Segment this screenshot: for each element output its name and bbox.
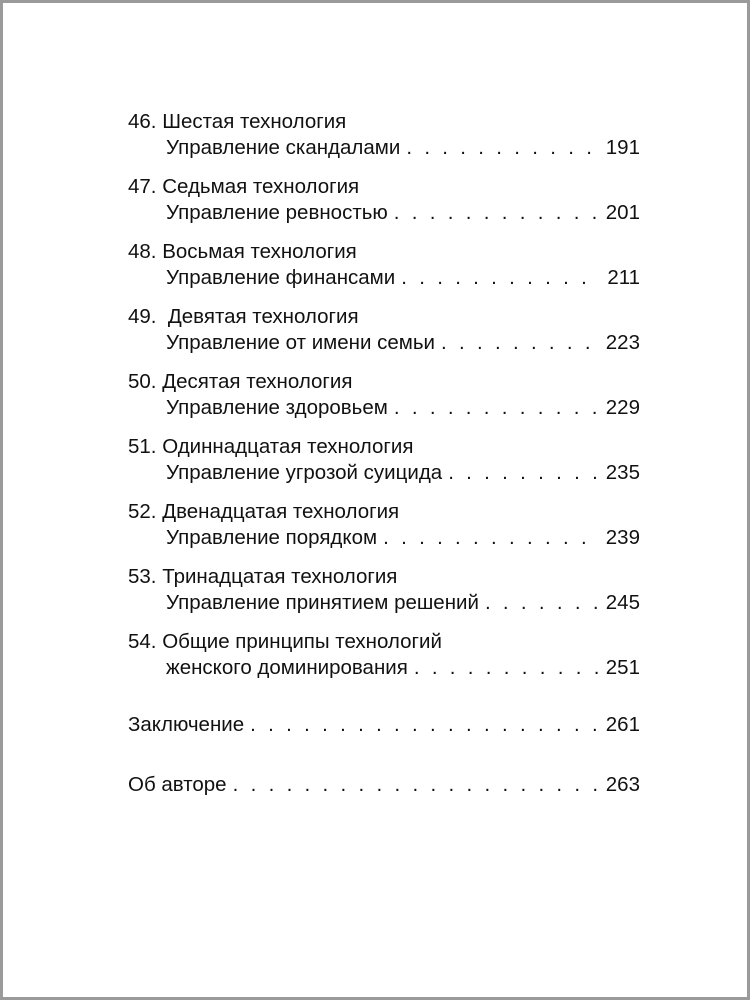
chapter-number: 49. (128, 305, 157, 328)
chapter-number: 48. (128, 240, 157, 263)
chapter-subtitle: Управление принятием решений (166, 591, 479, 614)
chapter-heading: Одиннадцатая технология (162, 435, 414, 458)
chapter-number: 46. (128, 110, 157, 133)
toc-entry-subtitle-line (128, 265, 640, 291)
chapter-number: 52. (128, 500, 157, 523)
toc-entry-46 (128, 109, 640, 161)
toc-entry-subtitle-line (128, 590, 640, 616)
toc-entry-52 (128, 499, 640, 551)
dot-leader (406, 135, 597, 161)
dot-leader (441, 330, 598, 356)
chapter-subtitle: Управление скандалами (166, 136, 401, 159)
dot-leader (448, 460, 598, 486)
page-number: 251 (605, 656, 640, 679)
toc-entry-heading (128, 564, 640, 590)
toc-entry-54 (128, 629, 640, 681)
chapter-heading: Шестая технология (162, 110, 347, 133)
toc-entry-47 (128, 174, 640, 226)
page-number: 211 (607, 266, 640, 289)
dot-leader (414, 655, 598, 681)
toc-entry-heading (128, 109, 640, 135)
toc-entry-53 (128, 564, 640, 616)
toc-entry-heading (128, 629, 640, 655)
toc-entry-heading (128, 304, 640, 330)
dot-leader (394, 200, 598, 226)
page-number: 235 (605, 461, 640, 484)
page-number: 261 (605, 713, 640, 736)
chapter-number: 54. (128, 630, 157, 653)
chapter-subtitle: Управление порядком (166, 526, 378, 549)
chapter-heading: Восьмая технология (162, 240, 357, 263)
page-number: 245 (605, 591, 640, 614)
toc-entry-heading (128, 499, 640, 525)
chapter-number: 53. (128, 565, 157, 588)
toc-entry-subtitle-line (128, 330, 640, 356)
toc-entry-heading (128, 369, 640, 395)
chapter-subtitle: Управление финансами (166, 266, 396, 289)
page-number: 191 (605, 136, 640, 159)
toc-entry-subtitle-line (128, 460, 640, 486)
chapter-heading: Девятая технология (162, 305, 359, 328)
page-number: 229 (605, 396, 640, 419)
dot-leader (394, 395, 598, 421)
chapter-number: 50. (128, 370, 157, 393)
chapter-subtitle: Управление угрозой суицида (166, 461, 443, 484)
dot-leader (401, 265, 599, 291)
toc-entry-subtitle-line (128, 525, 640, 551)
chapter-heading: Общие принципы технологий (162, 630, 442, 653)
page-number: 201 (605, 201, 640, 224)
toc-entry-subtitle-line (128, 135, 640, 161)
page-number: 263 (605, 773, 640, 796)
chapter-heading: Десятая технология (162, 370, 353, 393)
chapter-subtitle: Управление от имени семьи (166, 331, 435, 354)
toc-entry-conclusion (128, 712, 640, 738)
chapter-heading: Двенадцатая технология (162, 500, 400, 523)
toc-entry-49 (128, 304, 640, 356)
chapter-heading: Тринадцатая технология (162, 565, 398, 588)
chapter-subtitle: Управление ревностью (166, 201, 388, 224)
chapter-number: 51. (128, 435, 157, 458)
chapter-number: 47. (128, 175, 157, 198)
toc-entry-line (128, 712, 640, 738)
dot-leader (485, 590, 598, 616)
section-title: Об авторе (128, 773, 227, 796)
chapter-heading: Седьмая технология (162, 175, 360, 198)
dot-leader (250, 712, 598, 738)
section-title: Заключение (128, 713, 245, 736)
toc-entry-about-author (128, 772, 640, 798)
page-number: 239 (605, 526, 640, 549)
chapter-subtitle: женского доминирования (166, 656, 408, 679)
toc-entry-48 (128, 239, 640, 291)
toc-entry-subtitle-line (128, 395, 640, 421)
chapter-subtitle: Управление здоровьем (166, 396, 388, 419)
toc-entry-subtitle-line (128, 655, 640, 681)
toc-entry-50 (128, 369, 640, 421)
toc-entry-line (128, 772, 640, 798)
dot-leader (383, 525, 598, 551)
table-of-contents (128, 109, 640, 798)
toc-entry-heading (128, 434, 640, 460)
toc-entry-heading (128, 239, 640, 265)
toc-entry-subtitle-line (128, 200, 640, 226)
toc-entry-51 (128, 434, 640, 486)
page-number: 223 (605, 331, 640, 354)
toc-entry-heading (128, 174, 640, 200)
dot-leader (233, 772, 598, 798)
